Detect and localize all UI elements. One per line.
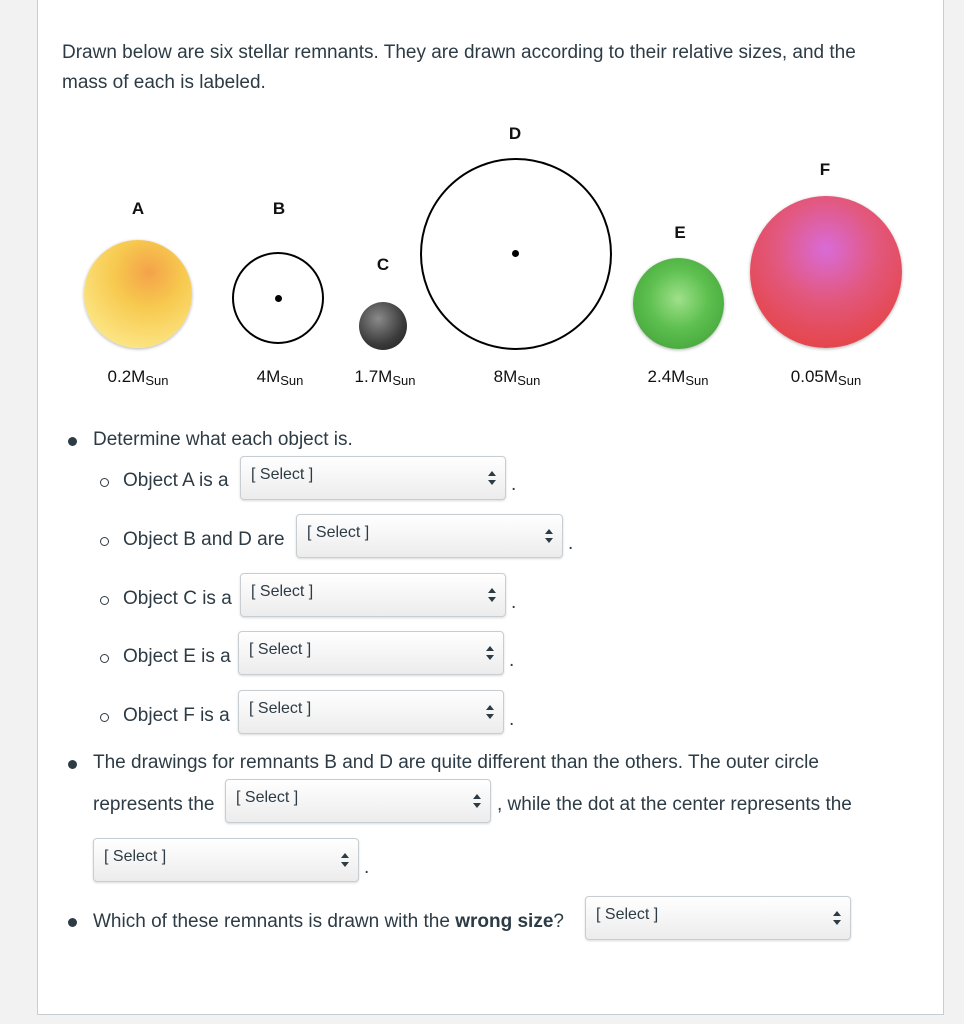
period: . <box>509 650 515 671</box>
period: . <box>364 857 370 878</box>
sub-bullet <box>100 713 109 722</box>
select-value: [ Select ] <box>249 700 312 717</box>
sub-bullet <box>100 537 109 546</box>
period: . <box>509 709 515 730</box>
object-d-center-dot <box>512 250 519 257</box>
q2-represents-text: represents the <box>93 794 215 815</box>
object-a-circle <box>84 240 192 348</box>
select-value: [ Select ] <box>249 641 312 658</box>
label-a: A <box>131 199 145 218</box>
object-c-circle <box>359 302 407 350</box>
bullet-q2 <box>68 760 77 769</box>
period: . <box>511 474 517 495</box>
q1-item-a-text: Object A is a <box>123 470 229 491</box>
period: . <box>511 592 517 613</box>
label-d: D <box>508 124 522 143</box>
q2-mid-text: , while the dot at the center represents the <box>497 794 852 815</box>
up-down-arrows-icon <box>488 471 496 485</box>
select-value: [ Select ] <box>236 789 299 806</box>
object-c-select[interactable] <box>240 573 506 617</box>
select-value: [ Select ] <box>251 466 314 483</box>
stellar-remnants-figure <box>0 0 964 420</box>
object-bd-select[interactable] <box>296 514 563 558</box>
mass-b: $4M_{Sun}$ <box>256 367 304 388</box>
mass-f: $0.05M_{Sun}$ <box>790 367 862 388</box>
label-b: B <box>272 199 286 218</box>
select-value: [ Select ] <box>596 906 659 923</box>
object-e-circle <box>633 258 724 349</box>
q1-item-bd-text: Object B and D are <box>123 529 285 550</box>
mass-a: $0.2M_{Sun}$ <box>107 367 169 388</box>
up-down-arrows-icon <box>488 588 496 602</box>
q1-item-c-text: Object C is a <box>123 588 232 609</box>
q3-text: Which of these remnants is drawn with the wrong size? <box>93 911 564 932</box>
mass-e: $2.4M_{Sun}$ <box>647 367 709 388</box>
q1-prompt: Determine what each object is. <box>93 429 353 450</box>
outer-circle-select[interactable] <box>225 779 491 823</box>
mass-d: $8M_{Sun}$ <box>493 367 541 388</box>
select-value: [ Select ] <box>104 848 167 865</box>
object-e-select[interactable] <box>238 631 504 675</box>
mass-c: $1.7M_{Sun}$ <box>354 367 416 388</box>
period: . <box>568 533 574 554</box>
up-down-arrows-icon <box>473 794 481 808</box>
object-a-select[interactable] <box>240 456 506 500</box>
up-down-arrows-icon <box>341 853 349 867</box>
select-value: [ Select ] <box>251 583 314 600</box>
label-f: F <box>819 160 831 179</box>
q1-item-e-text: Object E is a <box>123 646 231 667</box>
q1-item-f-text: Object F is a <box>123 705 230 726</box>
intro-text: Drawn below are six stellar remnants. They are drawn according to their relative sizes, and the mass of each is labeled. <box>62 42 856 93</box>
bullet-q3 <box>68 918 77 927</box>
center-dot-select[interactable] <box>93 838 359 882</box>
bullet-q1 <box>68 437 77 446</box>
object-f-circle <box>750 196 902 348</box>
wrong-size-select[interactable] <box>585 896 851 940</box>
up-down-arrows-icon <box>486 646 494 660</box>
object-f-select[interactable] <box>238 690 504 734</box>
select-value: [ Select ] <box>307 524 370 541</box>
label-c: C <box>376 255 390 274</box>
q2-line1: The drawings for remnants B and D are quite different than the others. The outer circle <box>93 752 819 773</box>
up-down-arrows-icon <box>486 705 494 719</box>
sub-bullet <box>100 478 109 487</box>
up-down-arrows-icon <box>545 529 553 543</box>
sub-bullet <box>100 596 109 605</box>
sub-bullet <box>100 654 109 663</box>
object-b-center-dot <box>275 295 282 302</box>
label-e: E <box>674 223 686 242</box>
up-down-arrows-icon <box>833 911 841 925</box>
